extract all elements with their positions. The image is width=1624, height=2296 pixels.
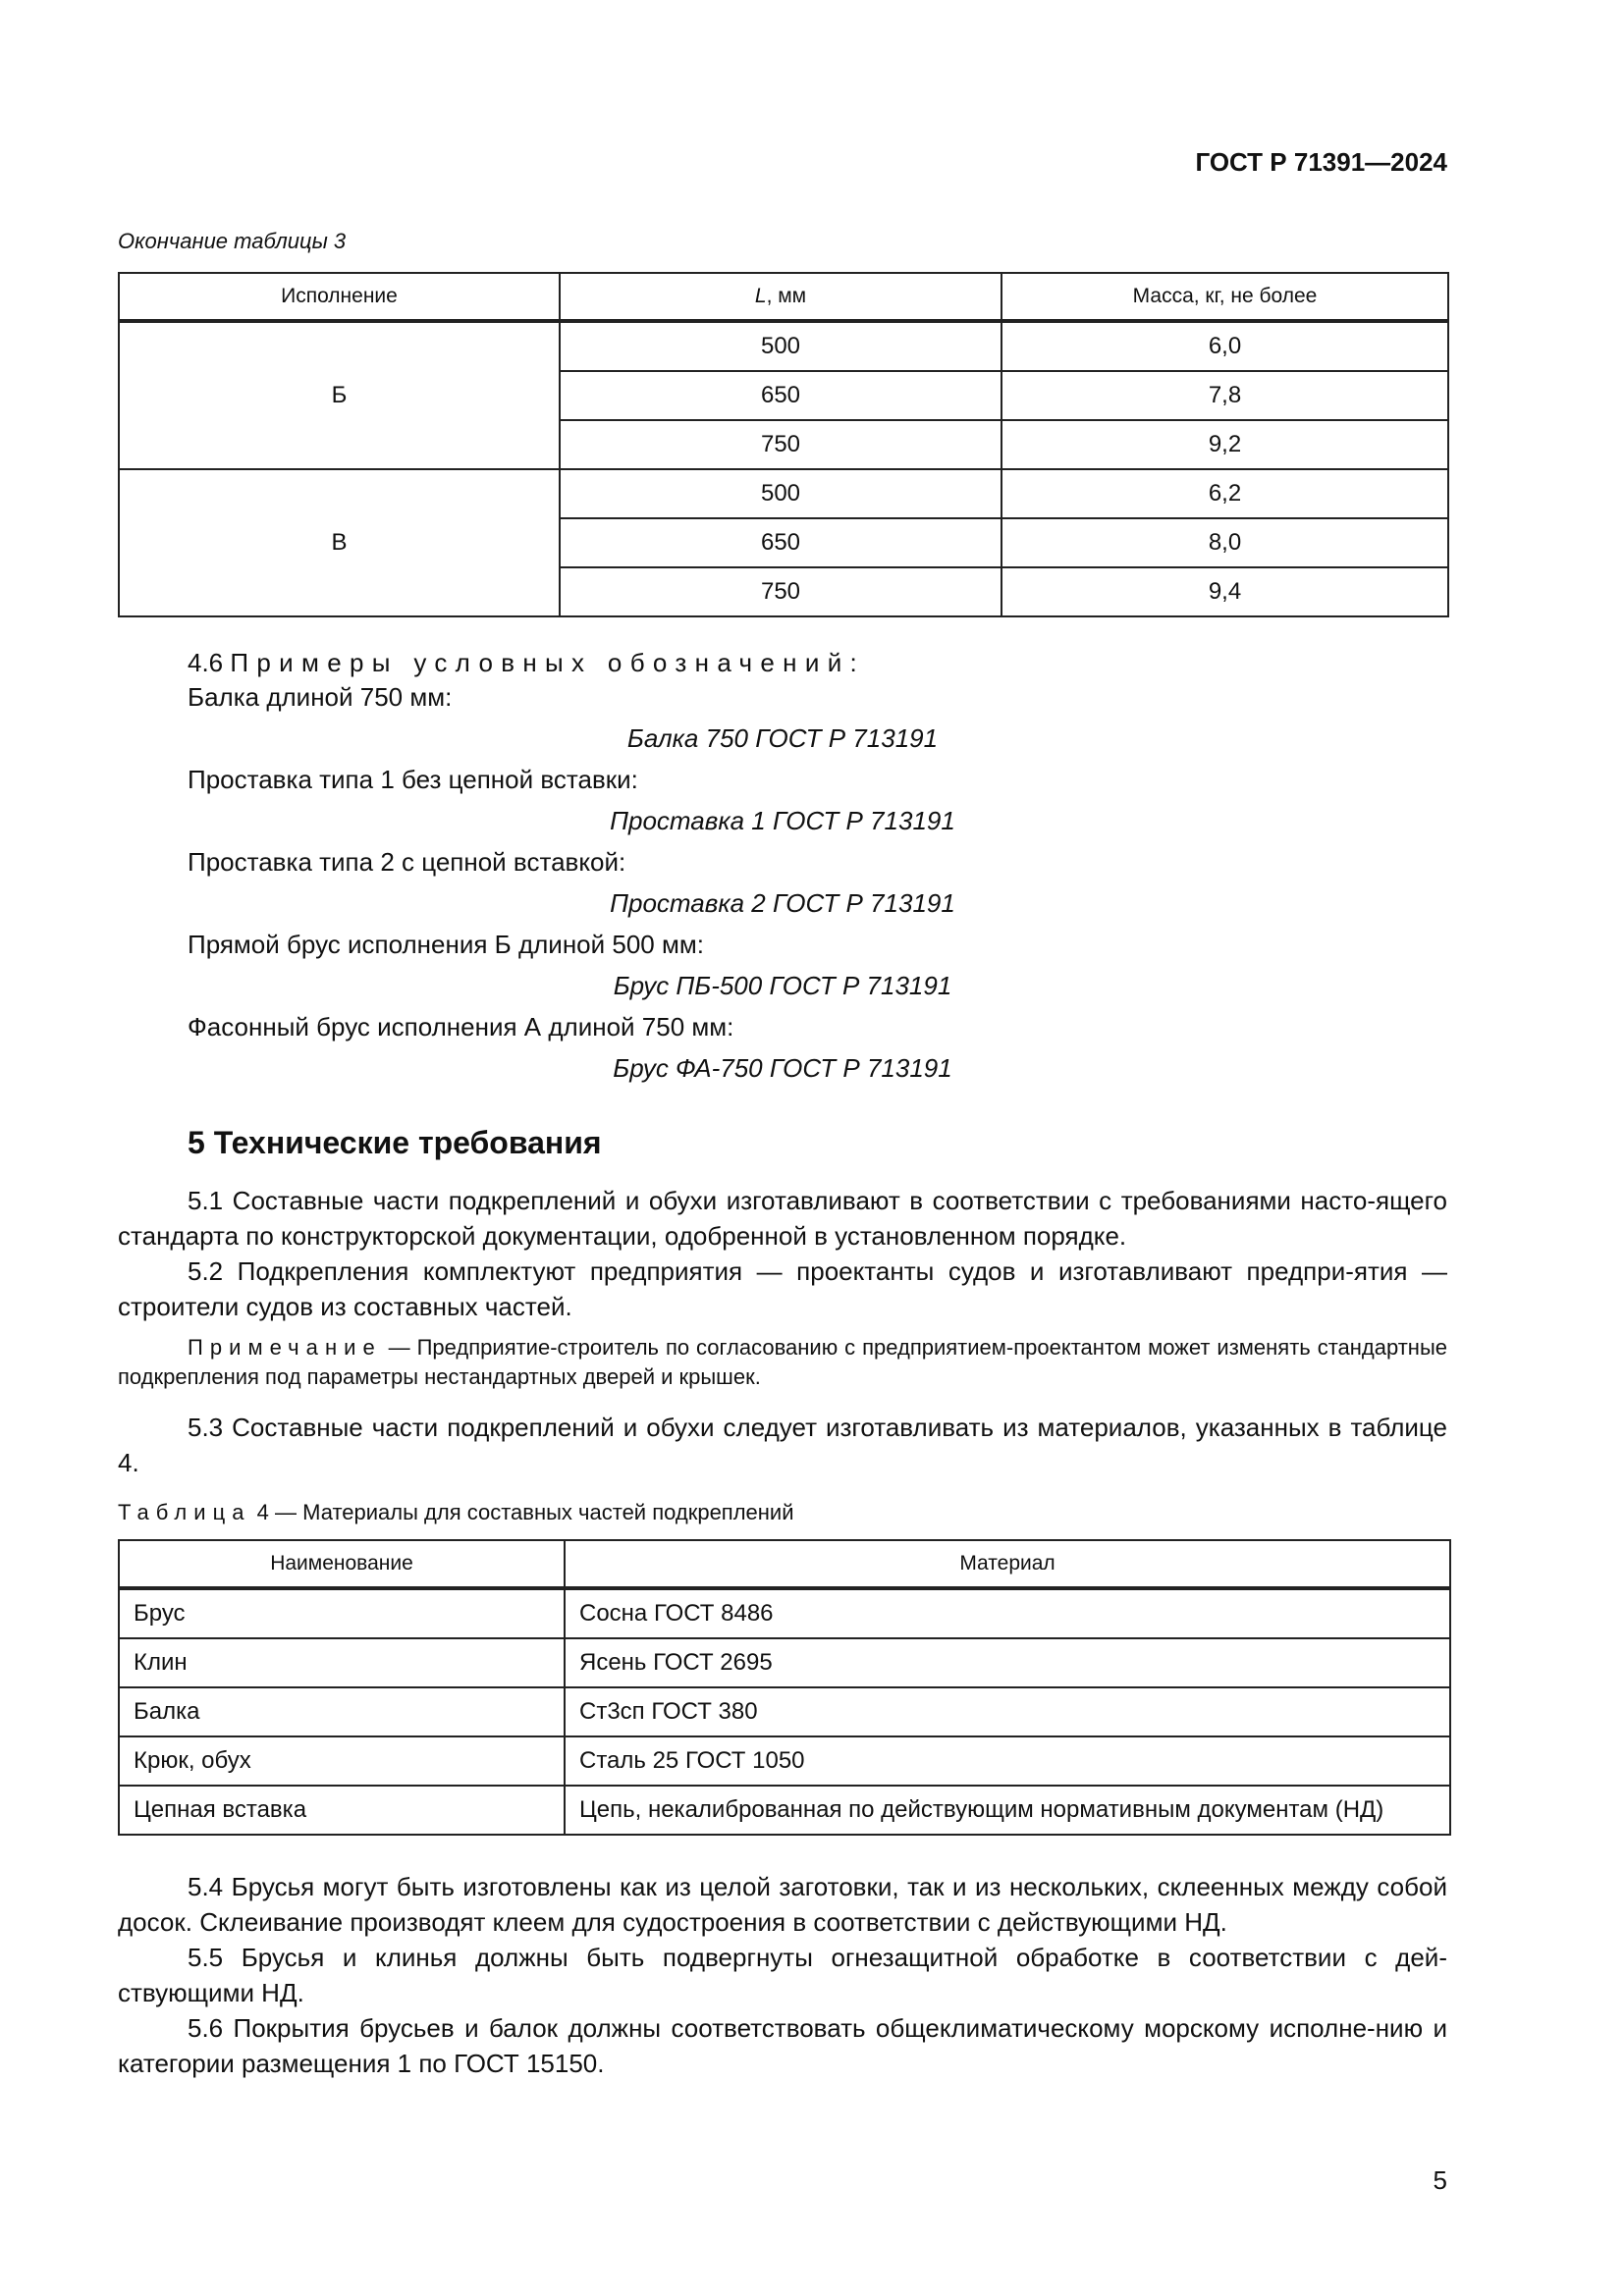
paragraph-5-4 (118, 1869, 1447, 1940)
table3 (118, 272, 1449, 617)
length-cell: 500 (560, 321, 1001, 371)
table-row (119, 1736, 1450, 1786)
table-row (119, 469, 1448, 518)
table4-caption-label: Таблица (118, 1500, 251, 1524)
section-4-6-title (188, 648, 865, 678)
table-row (119, 1588, 1450, 1638)
name-cell: Клин (119, 1638, 565, 1687)
document-code: ГОСТ Р 71391—2024 (1195, 147, 1447, 177)
material-cell: Сосна ГОСТ 8486 (565, 1588, 1450, 1638)
example-description: Балка длиной 750 мм: (188, 682, 453, 712)
mass-cell: 6,0 (1001, 321, 1448, 371)
note-label: Примечание (188, 1335, 382, 1360)
example-designation: Брус ФА-750 ГОСТ Р 713191 (613, 1053, 952, 1083)
example-description: Проставка типа 1 без цепной вставки: (188, 765, 638, 794)
mass-cell: 8,0 (1001, 518, 1448, 567)
table4-caption-text: 4 — Материалы для составных частей подкреплений (250, 1500, 794, 1524)
note (118, 1333, 1447, 1392)
variant-cell: В (119, 469, 560, 616)
table3-caption: Окончание таблицы 3 (118, 229, 347, 253)
mass-cell: 6,2 (1001, 469, 1448, 518)
paragraph-text: 5.3 Составные части подкреплений и обухи следует изготавливать из материалов, указанных в таблице 4. (118, 1413, 1447, 1477)
table4-header-material: Материал (565, 1540, 1450, 1588)
table3-header-length (560, 273, 1001, 321)
table4-header-row (119, 1540, 1450, 1588)
length-cell: 750 (560, 420, 1001, 469)
material-cell: Цепь, некалиброванная по действующим нормативным документам (НД) (565, 1786, 1450, 1835)
example-designation: Проставка 2 ГОСТ Р 713191 (610, 888, 955, 918)
example-designation: Проставка 1 ГОСТ Р 713191 (610, 806, 955, 835)
mass-cell: 9,4 (1001, 567, 1448, 616)
length-cell: 750 (560, 567, 1001, 616)
name-cell: Балка (119, 1687, 565, 1736)
table-row (119, 1786, 1450, 1835)
note-text: — Предприятие-строитель по согласованию с предприятием-проектантом может изменять стандартные подкрепления под параметры нестандартных дверей и крышек. (118, 1335, 1447, 1389)
table4 (118, 1539, 1451, 1836)
section-number: 4.6 (188, 648, 224, 677)
example-description: Проставка типа 2 с цепной вставкой: (188, 847, 626, 877)
paragraph-5-3 (118, 1410, 1447, 1480)
table3-header-row (119, 273, 1448, 321)
name-cell: Крюк, обух (119, 1736, 565, 1786)
variant-cell: Б (119, 321, 560, 469)
table3-header-mass: Масса, кг, не более (1001, 273, 1448, 321)
table-row (119, 321, 1448, 371)
paragraph-text: 5.2 Подкрепления комплектуют предприятия — проектанты судов и изготавливают предпри-ятия — строители судов из составных частей. (118, 1256, 1447, 1321)
table-row (119, 1638, 1450, 1687)
example-designation: Балка 750 ГОСТ Р 713191 (626, 723, 939, 753)
length-cell: 650 (560, 518, 1001, 567)
example-designation: Брус ПБ-500 ГОСТ Р 713191 (613, 971, 952, 1000)
paragraph-text: 5.1 Составные части подкреплений и обухи изготавливают в соответствии с требованиями насто-ящего стандарта по конструкторской документации, одобренной в установленном порядке. (118, 1186, 1447, 1251)
length-symbol: L (754, 285, 767, 307)
paragraph-text: 5.6 Покрытия брусьев и балок должны соответствовать общеклиматическому морскому исполне-нию и категории размещения 1 по ГОСТ 15150. (118, 2013, 1447, 2078)
name-cell: Цепная вставка (119, 1786, 565, 1835)
material-cell: Сталь 25 ГОСТ 1050 (565, 1736, 1450, 1786)
page-number: 5 (1433, 2165, 1447, 2195)
mass-cell: 7,8 (1001, 371, 1448, 420)
length-cell: 650 (560, 371, 1001, 420)
paragraph-text: 5.5 Брусья и клинья должны быть подвергнуты огнезащитной обработке в соответствии с дей-ствующими НД. (118, 1943, 1447, 2007)
material-cell: Ст3сп ГОСТ 380 (565, 1687, 1450, 1736)
section-title: Примеры условных обозначений: (230, 648, 866, 677)
length-cell: 500 (560, 469, 1001, 518)
table-row (119, 1687, 1450, 1736)
paragraph-5-2 (118, 1254, 1447, 1324)
name-cell: Брус (119, 1588, 565, 1638)
mass-cell: 9,2 (1001, 420, 1448, 469)
paragraph-5-1 (118, 1183, 1447, 1254)
table4-header-name: Наименование (119, 1540, 565, 1588)
table3-header-variant: Исполнение (119, 273, 560, 321)
paragraph-5-5 (118, 1940, 1447, 2010)
section-5-heading: 5 Технические требования (188, 1125, 602, 1160)
paragraph-5-6 (118, 2010, 1447, 2081)
table4-caption (118, 1500, 794, 1525)
material-cell: Ясень ГОСТ 2695 (565, 1638, 1450, 1687)
paragraph-text: 5.4 Брусья могут быть изготовлены как из целой заготовки, так и из нескольких, склеенных между собой досок. Склеивание производят клеем для судостроения в соответствии с действующими НД. (118, 1872, 1447, 1937)
length-unit: , мм (766, 285, 807, 307)
example-description: Фасонный брус исполнения А длиной 750 мм: (188, 1012, 734, 1041)
example-description: Прямой брус исполнения Б длиной 500 мм: (188, 930, 704, 959)
